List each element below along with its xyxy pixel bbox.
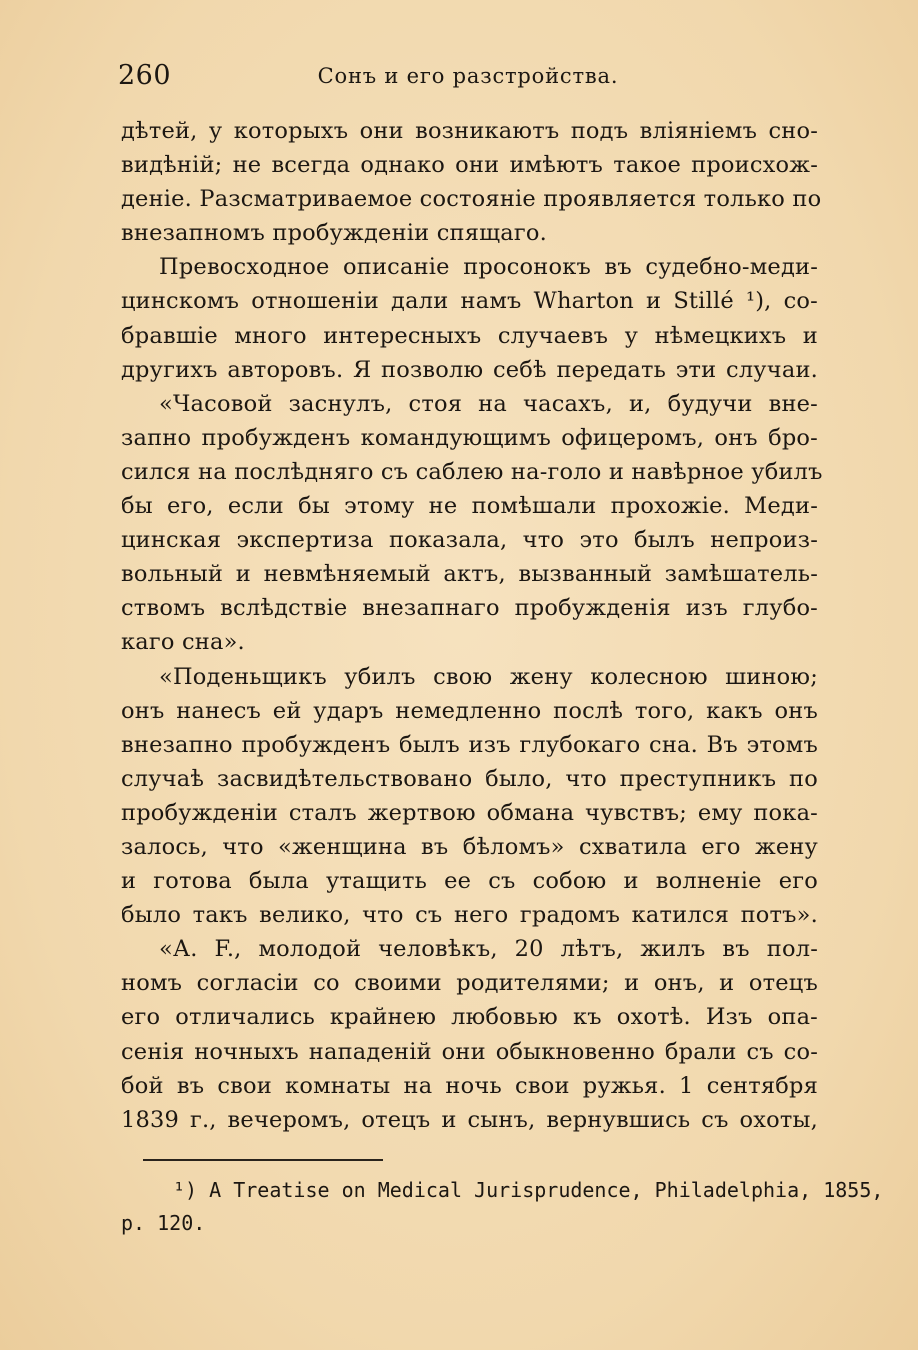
text-line: сился на послѣдняго съ саблею на-голо и навѣрное убилъ (121, 458, 823, 485)
text-line: внезапномъ пробужденіи спящаго. (121, 220, 547, 247)
text-line: бой въ свои комнаты на ночь свои ружья. 1 сентября (121, 1072, 818, 1099)
text-line: Превосходное описаніе просонокъ въ судебно-меди- (159, 254, 818, 281)
page-number: 260 (118, 60, 172, 91)
text-line: его отличались крайнею любовью къ охотѣ. Изъ опа- (121, 1004, 818, 1031)
page-header (118, 60, 818, 96)
text-line: номъ согласіи со своими родителями; и онъ, и отецъ (121, 970, 818, 997)
running-title: Сонъ и его разстройства. (317, 64, 619, 88)
body-text (121, 114, 823, 1137)
text-line: внезапно пробужденъ былъ изъ глубокаго сна. Въ этомъ (121, 731, 818, 758)
text-line: видѣній; не всегда однако они имѣютъ такое происхож- (121, 152, 818, 179)
text-line: было такъ велико, что съ него градомъ катился потъ». (121, 902, 818, 929)
text-line: сенія ночныхъ нападеній они обыкновенно брали съ со- (121, 1038, 818, 1065)
text-line: залось, что «женщина въ бѣломъ» схватила его жену (121, 833, 818, 860)
text-line: «А. F., молодой человѣкъ, 20 лѣтъ, жилъ въ пол- (159, 936, 818, 963)
text-line: вольный и невмѣняемый актъ, вызванный замѣшатель- (121, 561, 818, 588)
text-line: онъ нанесъ ей ударъ немедленно послѣ того, какъ онъ (121, 697, 818, 724)
text-line: «Часовой заснулъ, стоя на часахъ, и, будучи вне- (159, 390, 818, 417)
text-line: бы его, если бы этому не помѣшали прохожіе. Меди- (121, 493, 818, 520)
text-line: каго сна». (121, 629, 245, 656)
footnote-line: p. 120. (121, 1211, 206, 1235)
text-line: цинскомъ отношеніи дали намъ Wharton и Stillé ¹), со- (121, 288, 818, 315)
text-line: цинская экспертиза показала, что это былъ непроиз- (121, 527, 818, 554)
footnote (121, 1174, 884, 1240)
text-line: бравшіе много интересныхъ случаевъ у нѣмецкихъ и (121, 322, 818, 349)
text-line: другихъ авторовъ. Я позволю себѣ передать эти случаи. (121, 356, 818, 383)
text-line: ствомъ вслѣдствіе внезапнаго пробужденія изъ глубо- (121, 595, 818, 622)
text-line: «Поденьщикъ убилъ свою жену колесною шиною; (159, 663, 818, 690)
text-line: дѣтей, у которыхъ они возникаютъ подъ вліяніемъ сно- (121, 118, 818, 144)
text-line: и готова была утащить ее съ собою и волненіе его (121, 868, 818, 895)
footnote-divider (143, 1159, 383, 1161)
text-line: случаѣ засвидѣтельствовано было, что преступникъ по (121, 765, 818, 792)
text-line: 1839 г., вечеромъ, отецъ и сынъ, вернувшись съ охоты, (121, 1106, 818, 1133)
text-line: деніе. Разсматриваемое состояніе проявляется только по (121, 186, 822, 213)
text-line: пробужденіи сталъ жертвою обмана чувствъ; ему пока- (121, 799, 818, 826)
text-line: запно пробужденъ командующимъ офицеромъ, онъ бро- (121, 424, 818, 451)
footnote-line: ¹) A Treatise on Medical Jurisprudence, Philadelphia, 1855, (173, 1178, 884, 1202)
